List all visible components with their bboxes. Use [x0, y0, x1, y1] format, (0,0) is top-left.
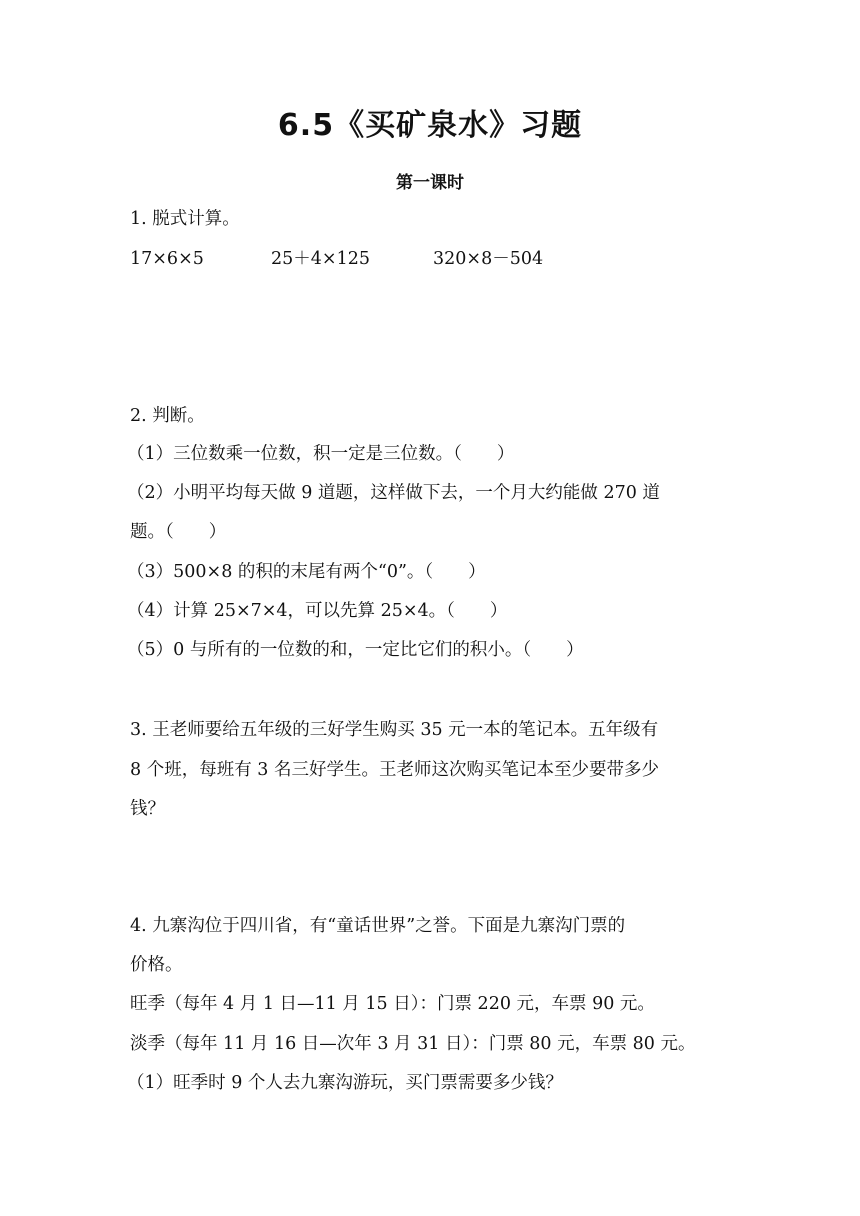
q2-item-2: （2）小明平均每天做 9 道题，这样做下去，一个月大约能做 270 道: [127, 483, 660, 503]
page-title: 6.5《买矿泉水》习题: [277, 108, 583, 143]
q3-line-2: 8 个班，每班有 3 名三好学生。王老师这次购买笔记本至少要带多少: [130, 760, 659, 780]
q1-expression-3: 320×8－504: [433, 249, 544, 269]
q2-item-4: （4）计算 25×7×4，可以先算 25×4。（ ）: [127, 601, 508, 621]
q1-expression-1: 17×6×5: [130, 249, 204, 269]
q3-line-3: 钱？: [130, 799, 165, 819]
q2-item-3: （3）500×8 的积的末尾有两个“0”。（ ）: [127, 562, 486, 582]
q4-subquestion-1: （1）旺季时 9 个人去九寨沟游玩，买门票需要多少钱？: [127, 1073, 563, 1093]
q2-heading: 2. 判断。: [130, 406, 205, 426]
page-subtitle: 第一课时: [396, 173, 464, 193]
q3-line-1: 3. 王老师要给五年级的三好学生购买 35 元一本的笔记本。五年级有: [130, 720, 659, 740]
q4-line-1: 4. 九寨沟位于四川省，有“童话世界”之誉。下面是九寨沟门票的: [130, 916, 626, 936]
q2-item-5: （5）0 与所有的一位数的和，一定比它们的积小。（ ）: [127, 640, 584, 660]
q1-heading: 1. 脱式计算。: [130, 209, 240, 229]
q4-off-season: 淡季（每年 11 月 16 日—次年 3 月 31 日）：门票 80 元，车票 80 元。: [130, 1034, 696, 1054]
q4-peak-season: 旺季（每年 4 月 1 日—11 月 15 日）：门票 220 元，车票 90 元。: [130, 994, 655, 1014]
q4-line-2: 价格。: [130, 955, 183, 975]
q2-item-2-continued: 题。（ ）: [130, 522, 227, 542]
q1-expression-2: 25＋4×125: [271, 249, 370, 269]
q2-item-1: （1）三位数乘一位数，积一定是三位数。（ ）: [127, 444, 515, 464]
